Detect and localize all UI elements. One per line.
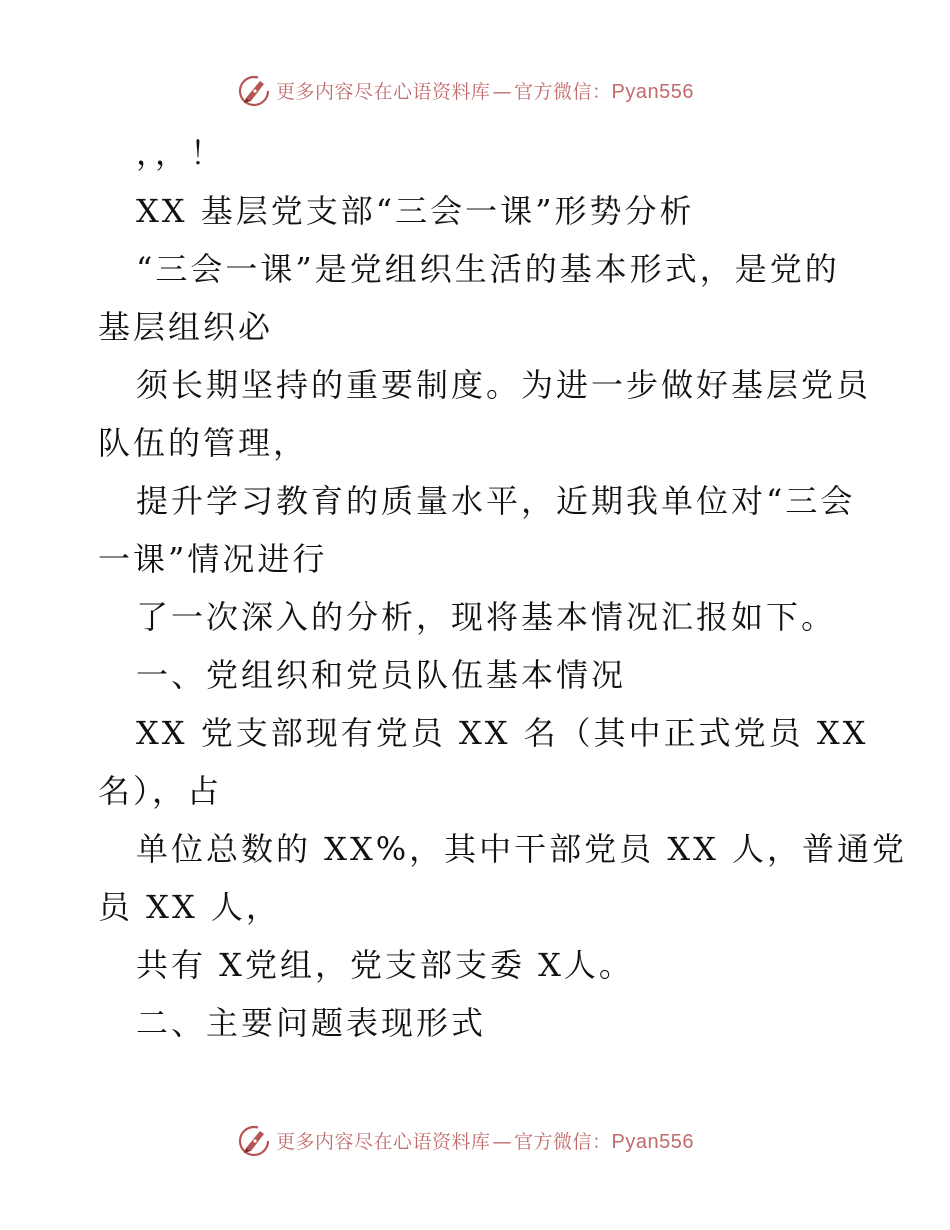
watermark-text: 更多内容尽在心语资料库 — 官方微信：Pyan556 [276,1130,694,1153]
text-line: 队伍的管理， [98,424,309,462]
text-line: 一课”情况进行 [98,540,328,578]
text-line: 一、党组织和党员队伍基本情况 [136,656,627,694]
pen-nib-logo-icon [236,72,272,108]
text-line: 名），占 [98,772,223,810]
text-line: 提升学习教育的质量水平，近期我单位对“三会 [136,482,856,520]
text-line: 共有 X党组，党支部支委 X人。 [136,946,634,984]
text-line: “三会一课”是党组织生活的基本形式，是党的 [136,250,840,288]
document-body [98,124,908,1052]
text-line: XX 党支部现有党员 XX 名（其中正式党员 XX [136,714,869,752]
text-line: 须长期坚持的重要制度。为进一步做好基层党员 [136,366,872,404]
text-line: XX 基层党支部“三会一课”形势分析 [136,192,695,230]
text-line: 基层组织必 [98,308,274,346]
text-line: 员 XX 人， [98,888,281,926]
pen-nib-logo-icon [236,1122,272,1158]
text-line: 二、主要问题表现形式 [136,1004,487,1042]
text-line: 单位总数的 XX%，其中干部党员 XX 人，普通党 [136,830,908,868]
header-watermark [236,72,694,108]
text-line: ，，！ [136,134,226,172]
watermark-text: 更多内容尽在心语资料库 — 官方微信：Pyan556 [276,80,694,103]
footer-watermark [236,1122,694,1158]
text-line: 了一次深入的分析，现将基本情况汇报如下。 [136,598,837,636]
